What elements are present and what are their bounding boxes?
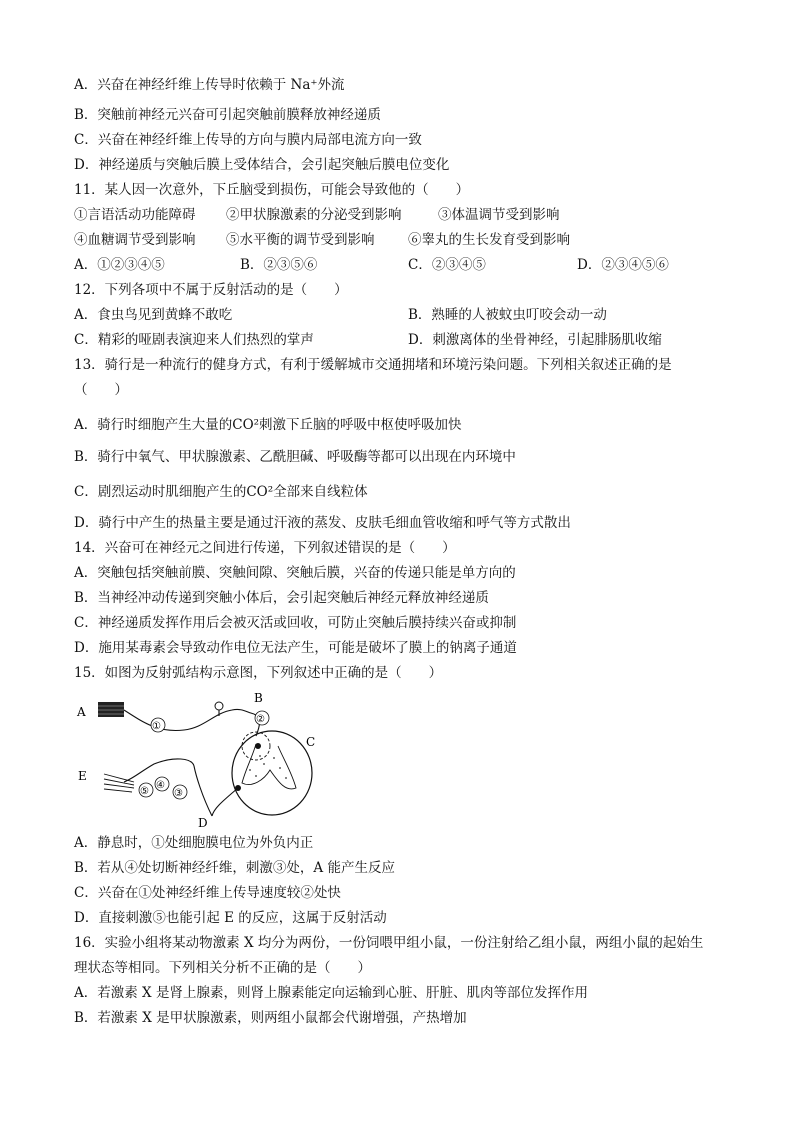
q13-stem-paren: （ ） [74, 382, 128, 398]
q16-option-b: B．若激素 X 是甲状腺激素，则两组小鼠都会代谢增强，产热增加 [74, 1010, 467, 1026]
q15-option-b: B．若从④处切断神经纤维，刺激③处，A 能产生反应 [74, 860, 395, 876]
q10-option-a: A．兴奋在神经纤维上传导时依赖于 Na⁺外流 [74, 77, 345, 93]
q15-option-c: C．兴奋在①处神经纤维上传导速度较②处快 [74, 885, 341, 901]
q12-stem: 12．下列各项中不属于反射活动的是（ ） [74, 282, 348, 298]
q13-option-d: D．骑行中产生的热量主要是通过汗液的蒸发、皮肤毛细血管收缩和呼气等方式散出 [74, 515, 571, 531]
q11-item-2: ②甲状腺激素的分泌受到影响 [226, 207, 402, 223]
q12-option-a: A．食虫鸟见到黄蜂不敢吃 [74, 307, 233, 323]
label-e: E [78, 769, 87, 783]
q11-option-d: D．②③④⑤⑥ [577, 257, 669, 273]
q12-option-d: D．刺激离体的坐骨神经，引起腓肠肌收缩 [408, 332, 662, 348]
q15-option-d: D．直接刺激⑤也能引起 E 的反应，这属于反射活动 [74, 910, 387, 926]
label-n4: ④ [156, 780, 165, 791]
q10-option-b: B．突触前神经元兴奋可引起突触前膜释放神经递质 [74, 107, 381, 123]
q12-option-b: B．熟睡的人被蚊虫叮咬会动一动 [408, 307, 607, 323]
q15-stem: 15．如图为反射弧结构示意图，下列叙述中正确的是（ ） [74, 665, 443, 681]
receptor-a-shape [98, 702, 124, 717]
q16-option-a: A．若激素 X 是肾上腺素，则肾上腺素能定向运输到心脏、肝脏、肌肉等部位发挥作用 [74, 985, 588, 1001]
q14-option-c: C．神经递质发挥作用后会被灭活或回收，可防止突触后膜持续兴奋或抑制 [74, 615, 517, 631]
q15-option-a: A．静息时，①处细胞膜电位为外负内正 [74, 835, 314, 851]
q11-item-5: ⑤水平衡的调节受到影响 [226, 232, 375, 248]
q11-item-3: ③体温调节受到影响 [438, 207, 560, 223]
q13-stem: 13．骑行是一种流行的健身方式，有利于缓解城市交通拥堵和环境污染问题。下列相关叙述正确的是 [74, 357, 672, 373]
q11-option-a: A．①②③④⑤ [74, 257, 165, 273]
q14-option-a: A．突触包括突触前膜、突触间隙、突触后膜，兴奋的传递只能是单方向的 [74, 565, 516, 581]
afferent-nerve-line [124, 709, 254, 730]
q11-option-b: B．②③⑤⑥ [240, 257, 318, 273]
q14-option-b: B．当神经冲动传递到突触小体后，会引起突触后神经元释放神经递质 [74, 590, 489, 606]
label-n1: ① [152, 721, 161, 732]
q11-option-c: C．②③④⑤ [408, 257, 486, 273]
reflex-arc-diagram [74, 688, 334, 828]
label-d: D [198, 816, 208, 828]
q11-item-4: ④血糖调节受到影响 [74, 232, 196, 248]
q11-item-6: ⑥睾丸的生长发育受到影响 [408, 232, 570, 248]
q13-option-b: B．骑行中氧气、甲状腺激素、乙酰胆碱、呼吸酶等都可以出现在内环境中 [74, 449, 516, 465]
label-n2: ② [256, 714, 265, 725]
q13-option-a: A．骑行时细胞产生大量的CO²刺激下丘脑的呼吸中枢使呼吸加快 [74, 417, 462, 433]
q16-stem: 16．实验小组将某动物激素 X 均分为两份，一份饲喂甲组小鼠，一份注射给乙组小鼠，两组小鼠的起始生 [74, 935, 704, 951]
q14-option-d: D．施用某毒素会导致动作电位无法产生，可能是破坏了膜上的钠离子通道 [74, 640, 517, 656]
q11-item-1: ①言语活动功能障碍 [74, 207, 196, 223]
q10-option-c: C．兴奋在神经纤维上传导的方向与膜内局部电流方向一致 [74, 132, 422, 148]
ganglion-b-shape [215, 702, 223, 710]
label-b: B [254, 691, 263, 705]
q13-option-c: C．剧烈运动时肌细胞产生的CO²全部来自线粒体 [74, 484, 368, 500]
q11-stem: 11．某人因一次意外，下丘脑受到损伤，可能会导致他的（ ） [74, 182, 470, 198]
q10-option-d: D．神经递质与突触后膜上受体结合，会引起突触后膜电位变化 [74, 157, 450, 173]
label-a: A [77, 705, 86, 719]
q12-option-c: C．精彩的哑剧表演迎来人们热烈的掌声 [74, 332, 314, 348]
label-c: C [306, 735, 316, 749]
label-n5: ⑤ [140, 786, 149, 797]
label-n3: ③ [174, 788, 183, 799]
q16-stem-cont: 理状态等相同。下列相关分析不正确的是（ ） [74, 960, 371, 976]
q14-stem: 14．兴奋可在神经元之间进行传递，下列叙述错误的是（ ） [74, 540, 456, 556]
